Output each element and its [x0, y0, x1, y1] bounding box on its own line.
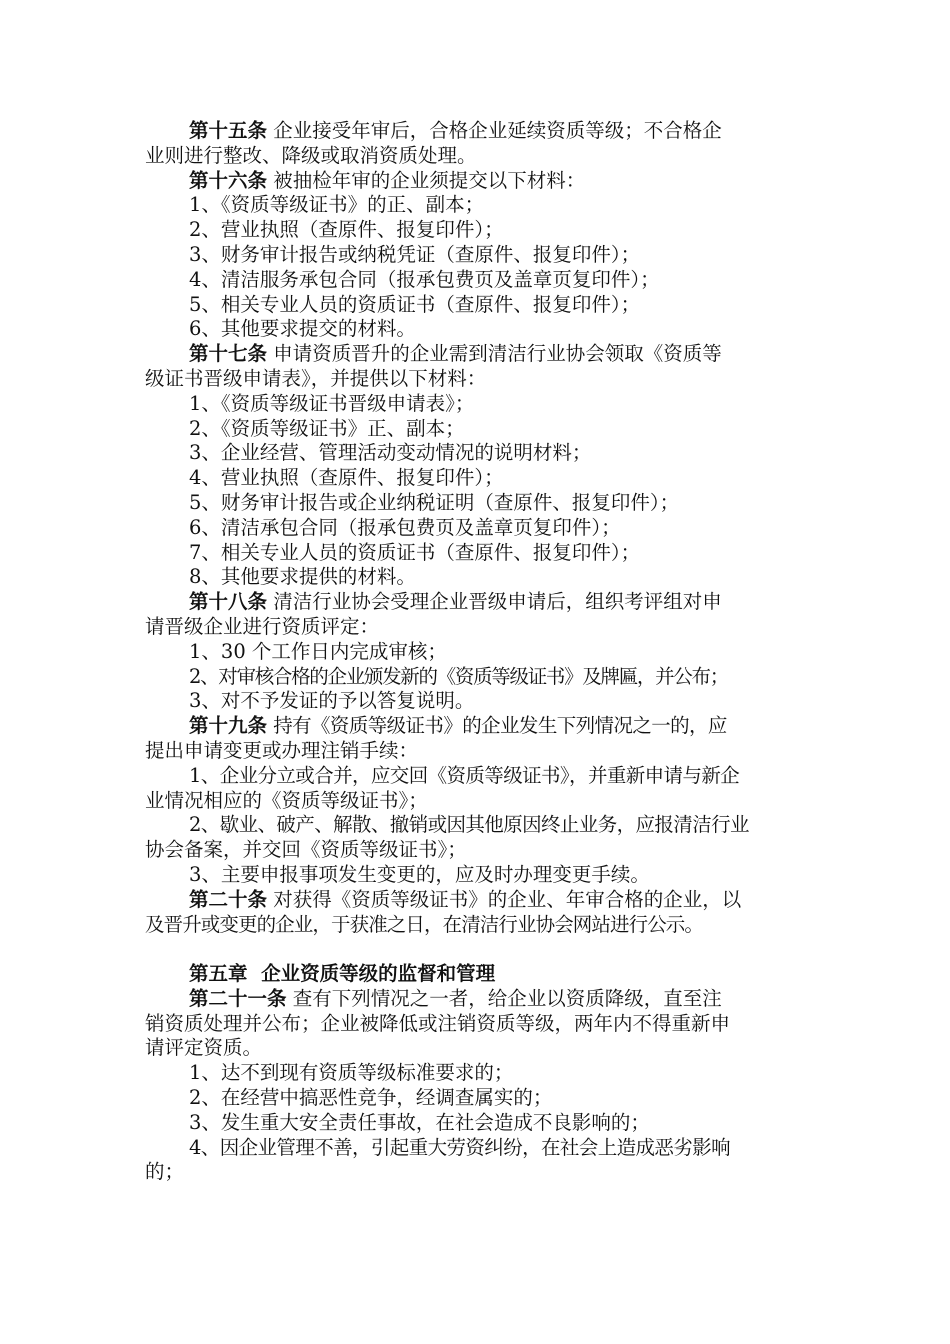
article-18-text-1: 清洁行业协会受理企业晋级申请后，组织考评组对申 [273, 590, 722, 614]
article-16-item-5: 5、相关专业人员的资质证书（查原件、报复印件）； [189, 292, 641, 316]
article-17-text-1: 申请资质晋升的企业需到清洁行业协会领取《资质等 [273, 342, 722, 366]
article-19-item-2-line-1: 2、歇业、破产、解散、撤销或因其他原因终止业务，应报清洁行业 [189, 813, 749, 837]
article-21-text-1: 查有下列情况之一者，给企业以资质降级，直至注 [292, 986, 722, 1010]
article-17-item-6: 6、清洁承包合同（报承包费页及盖章页复印件）； [189, 515, 621, 539]
article-21-label: 第二十一条 [189, 986, 287, 1010]
article-19-item-1-line-1: 1、企业分立或合并，应交回《资质等级证书》，并重新申请与新企 [189, 763, 740, 787]
article-20-line-2: 及晋升或变更的企业，于获准之日，在清洁行业协会网站进行公示。 [145, 912, 704, 936]
article-21-item-3: 3、发生重大安全责任事故，在社会造成不良影响的； [189, 1110, 650, 1134]
article-15-text-1: 企业接受年审后，合格企业延续资质等级；不合格企 [273, 119, 722, 142]
article-19-item-1-line-2: 业情况相应的《资质等级证书》； [145, 788, 428, 812]
article-21-line-1 [145, 987, 810, 1012]
article-17-line-2: 级证书晋级申请表》，并提供以下材料： [145, 366, 487, 390]
article-17-item-5: 5、财务审计报告或企业纳税证明（查原件、报复印件）； [189, 490, 680, 514]
article-16-label: 第十六条 [189, 168, 268, 192]
article-19-item-2-line-2: 协会备案，并交回《资质等级证书》； [145, 838, 467, 862]
article-16-item-3: 3、财务审计报告或纳税凭证（查原件、报复印件）； [189, 242, 641, 266]
article-19-label: 第十九条 [189, 714, 268, 738]
article-16-text-1: 被抽检年审的企业须提交以下材料： [273, 168, 586, 192]
article-20-label: 第二十条 [189, 887, 268, 911]
article-18-line-2: 请晋级企业进行资质评定： [145, 614, 380, 638]
article-19-text-1: 持有《资质等级证书》的企业发生下列情况之一的，应 [273, 714, 727, 738]
article-21-item-2: 2、在经营中搞恶性竞争，经调查属实的； [189, 1086, 553, 1110]
article-17-item-1: 1、《资质等级证书晋级申请表》； [189, 391, 475, 415]
article-17-item-3: 3、企业经营、管理活动变动情况的说明材料； [189, 441, 592, 465]
article-19-line-1 [145, 714, 810, 739]
article-16-item-2: 2、营业执照（查原件、报复印件）； [189, 218, 504, 242]
article-16-item-1: 1、《资质等级证书》的正、副本； [189, 193, 485, 217]
article-18-line-1 [145, 590, 810, 615]
article-21-line-3: 请评定资质。 [145, 1036, 263, 1060]
article-18-item-3: 3、对不予发证的予以答复说明。 [189, 689, 475, 713]
article-19-line-2: 提出申请变更或办理注销手续： [145, 738, 419, 762]
article-21-item-4-line-1: 4、因企业管理不善，引起重大劳资纠纷，在社会上造成恶劣影响 [189, 1135, 731, 1159]
article-17-line-1 [145, 342, 810, 367]
article-21-item-4-line-2: 的； [145, 1160, 185, 1184]
article-20-text-1: 对获得《资质等级证书》的企业、年审合格的企业，以 [273, 887, 742, 911]
article-18-item-2: 2、对审核合格的企业颁发新的《资质等级证书》及牌匾，并公布； [189, 664, 728, 688]
article-16-line-1 [145, 169, 810, 194]
article-21-item-1: 1、达不到现有资质等级标准要求的； [189, 1061, 514, 1085]
article-19-item-3: 3、主要申报事项发生变更的，应及时办理变更手续。 [189, 862, 650, 886]
article-17-label: 第十七条 [189, 342, 268, 366]
chapter-5-heading: 第五章 企业资质等级的监督和管理 [189, 962, 496, 986]
article-17-item-7: 7、相关专业人员的资质证书（查原件、报复印件）； [189, 540, 641, 564]
section-spacer [145, 937, 810, 962]
article-17-item-2: 2、《资质等级证书》正、副本； [189, 416, 465, 440]
document-page [145, 119, 810, 1185]
article-18-item-1: 1、30 个工作日内完成审核； [189, 639, 447, 663]
article-17-item-4: 4、营业执照（查原件、报复印件）； [189, 466, 504, 490]
article-17-item-8: 8、其他要求提供的材料。 [189, 565, 416, 589]
article-16-item-6: 6、其他要求提交的材料。 [189, 317, 416, 341]
article-15-label: 第十五条 [189, 119, 268, 142]
article-16-item-4: 4、清洁服务承包合同（报承包费页及盖章页复印件）； [189, 267, 660, 291]
article-21-line-2: 销资质处理并公布；企业被降低或注销资质等级，两年内不得重新申 [145, 1011, 731, 1035]
article-20-line-1 [145, 888, 810, 913]
article-18-label: 第十八条 [189, 590, 268, 614]
article-15-line-1 [145, 119, 810, 144]
article-15-line-2: 业则进行整改、降级或取消资质处理。 [145, 143, 477, 167]
